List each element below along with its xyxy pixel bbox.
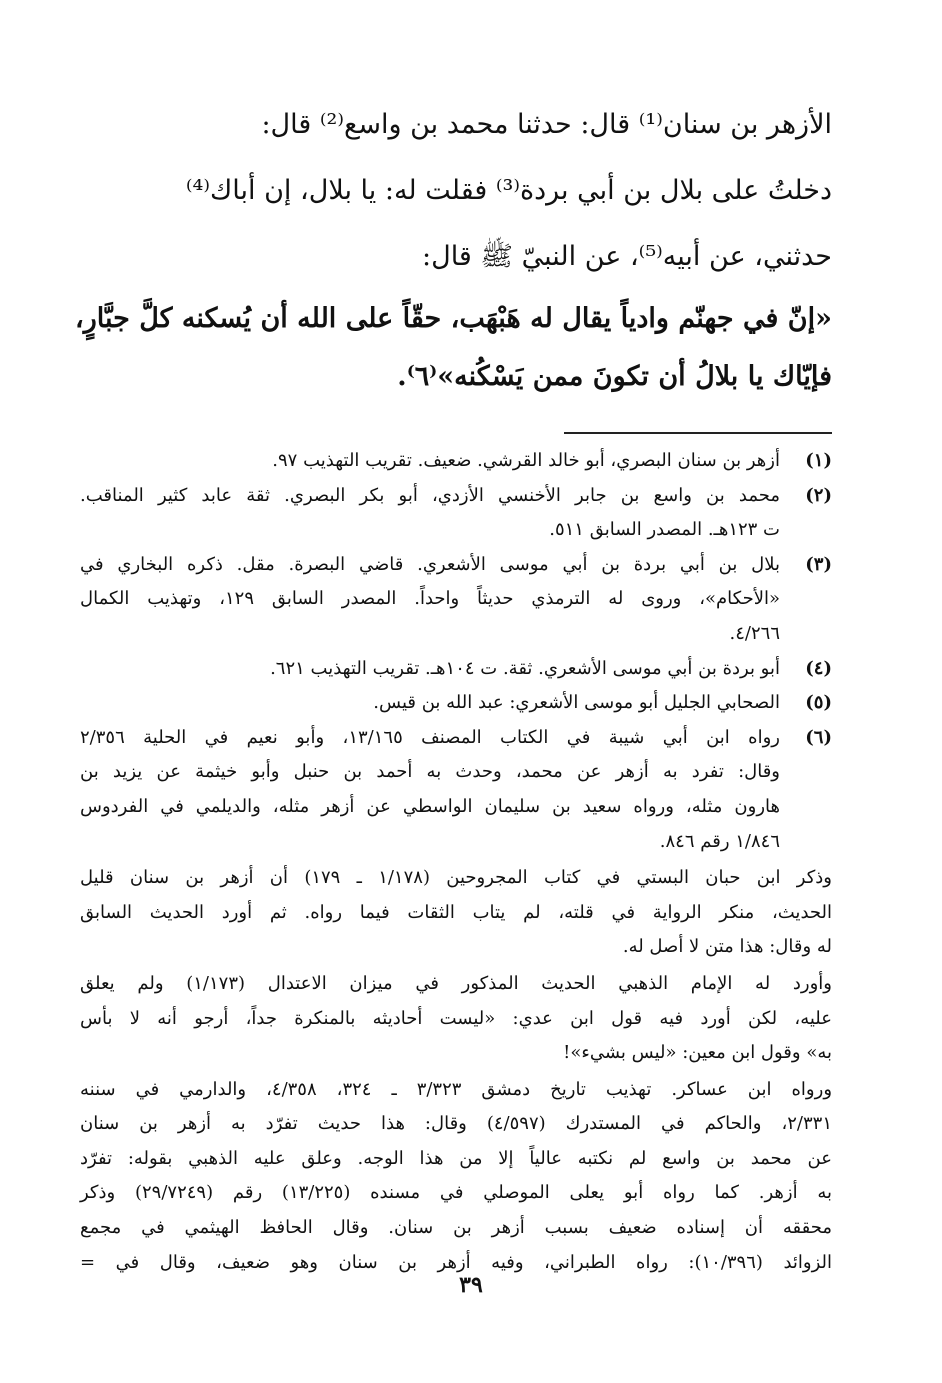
footnote-body (80, 444, 780, 479)
footnote-line: ٤/٢٦٦. (729, 622, 780, 644)
footnote-line: هارون مثله، ورواه سعيد بن سليمان الواسطي عن أزهر مثله، والديلمي في الفردوس (80, 795, 780, 817)
footnote-number: (١) (805, 450, 832, 471)
paragraph-line: وأورد له الإمام الذهبي الحديث المذكور في ميزان الاعتدال (١/١٧٣) ولم يعلق (80, 972, 832, 994)
hadith-line: «إنّ في جهنّم وادياً يقال له هَبْهَب، حقّاً على الله أن يُسكنه كلَّ جبَّارٍ، (74, 303, 832, 334)
footnote-body (80, 479, 780, 548)
footnote-body (80, 686, 780, 721)
footnote-paragraph (80, 967, 832, 1071)
footnote-line: بلال بن أبي بردة بن أبي موسى الأشعري. قاضي البصرة. مقل. ذكره البخاري في (80, 553, 780, 575)
footnote-number: (٣) (805, 553, 832, 575)
footnote-body (80, 721, 780, 859)
footnote (80, 686, 832, 721)
paragraph-line: ٢/٣٣١، والحاكم في المستدرك (٤/٥٩٧) وقال: هذا حديث تفرّد به أزهر بن سنان (80, 1113, 832, 1135)
footnote-body (80, 652, 780, 687)
paragraph-line: محققه أن إسناده ضعيف بسبب أزهر بن سنان. وقال الحافظ الهيثمي في مجمع (80, 1217, 832, 1239)
paragraph-line: الحديث، منكر الرواية في قلته، لم يتاب الثقات فيما رواه. ثم أورد الحديث السابق (80, 901, 832, 923)
footnote-line: أزهر بن سنان البصري، أبو خالد القرشي. ضعيف. تقريب التهذيب ٩٧. (272, 450, 780, 471)
footnote-body (80, 548, 780, 652)
footnote-line: ت ١٢٣هـ. المصدر السابق ٥١١. (549, 519, 780, 541)
paragraph-line: عن محمد بن واسع لم نكتبه عالياً إلا من هذا الوجه. وعلق عليه الذهبي بقوله: تفرّد (80, 1147, 832, 1169)
footnote-separator (564, 432, 832, 434)
page-content (74, 92, 833, 1280)
footnote-number: (٤) (805, 657, 832, 679)
footnote (80, 548, 832, 652)
page-number: ٣٩ (459, 1272, 483, 1298)
paragraph-line: له وقال: هذا متن لا أصل له. (622, 936, 832, 958)
footnote-number: (٦) (805, 726, 832, 748)
footnote-paragraph (80, 1073, 832, 1281)
paragraph-line: به» وقول ابن معين: «ليس بشيء»! (563, 1042, 832, 1064)
main-line: حدثني، عن أبيه⁽⁵⁾، عن النبيّ ﷺ قال: (421, 241, 832, 272)
footnote-line: ١/٨٤٦ رقم ٨٤٦. (659, 830, 780, 852)
paragraph-line: به أزهر. كما رواه أبو يعلى الموصلي في مسنده (١٣/٢٢٥) رقم (٢٩/٧٢٤٩) وذكر (80, 1182, 833, 1204)
footnote-number: (٢) (805, 484, 832, 506)
footnote-line: الصحابي الجليل أبو موسى الأشعري: عبد الله بن قيس. (373, 692, 780, 714)
paragraph-line: وذكر ابن حبان البستي في كتاب المجروحين (١/١٧٨ ـ ١٧٩) أن أزهر بن سنان قليل (80, 867, 832, 889)
hadith-text (74, 290, 832, 406)
footnote-line: رواه ابن أبي شيبة في الكتاب المصنف ١٣/١٦٥، وأبو نعيم في الحلية ٢/٣٥٦ (80, 726, 780, 748)
footnote (80, 652, 832, 687)
footnote (80, 479, 832, 548)
footnote-line: وقال: تفرد به أزهر عن محمد، وحدث به أحمد بن حنبل وأبو خيثمة عن يزيد بن (80, 761, 780, 783)
footnote-line: «الأحكام»، وروى له الترمذي حديثاً واحداً. المصدر السابق ١٢٩، وتهذيب الكمال (80, 588, 781, 610)
footnote-line: محمد بن واسع بن جابر الأخنسي الأزدي، أبو بكر البصري. ثقة عابد كثير المناقب. (80, 484, 780, 506)
footnote (80, 721, 832, 859)
footnote (80, 444, 832, 479)
footnote-line: أبو بردة بن أبي موسى الأشعري. ثقة. ت ١٠٤هـ. تقريب التهذيب ٦٢١. (270, 657, 780, 679)
paragraph-line: ورواه ابن عساكر. تهذيب تاريخ دمشق ٣/٣٢٣ ـ ٣٢٤، ٤/٣٥٨، والدارمي في سننه (80, 1078, 833, 1100)
main-line: دخلتُ على بلال بن أبي بردة⁽³⁾ فقلت له: يا بلال، إن أباك⁽⁴⁾ (185, 175, 832, 206)
paragraph-line: عليه، لكن أورد فيه قول ابن عدي: «ليست أحاديثه بالمنكرة جداً، أرجو أنه لا بأس (80, 1007, 832, 1029)
paragraph-line: الزوائد (١٠/٣٩٦): رواه الطبراني، وفيه أزهر بن سنان وهو ضعيف، وقال في = (80, 1251, 833, 1273)
footnote-number: (٥) (805, 692, 832, 714)
main-line: الأزهر بن سنان⁽¹⁾ قال: حدثنا محمد بن واسع⁽²⁾ قال: (261, 109, 832, 140)
hadith-line: فإيّاك يا بلالُ أن تكونَ ممن يَسْكُنه»⁽٦⁾. (397, 361, 832, 392)
footnote-paragraph (80, 861, 832, 965)
footnotes (80, 444, 832, 1280)
main-text (80, 92, 832, 290)
